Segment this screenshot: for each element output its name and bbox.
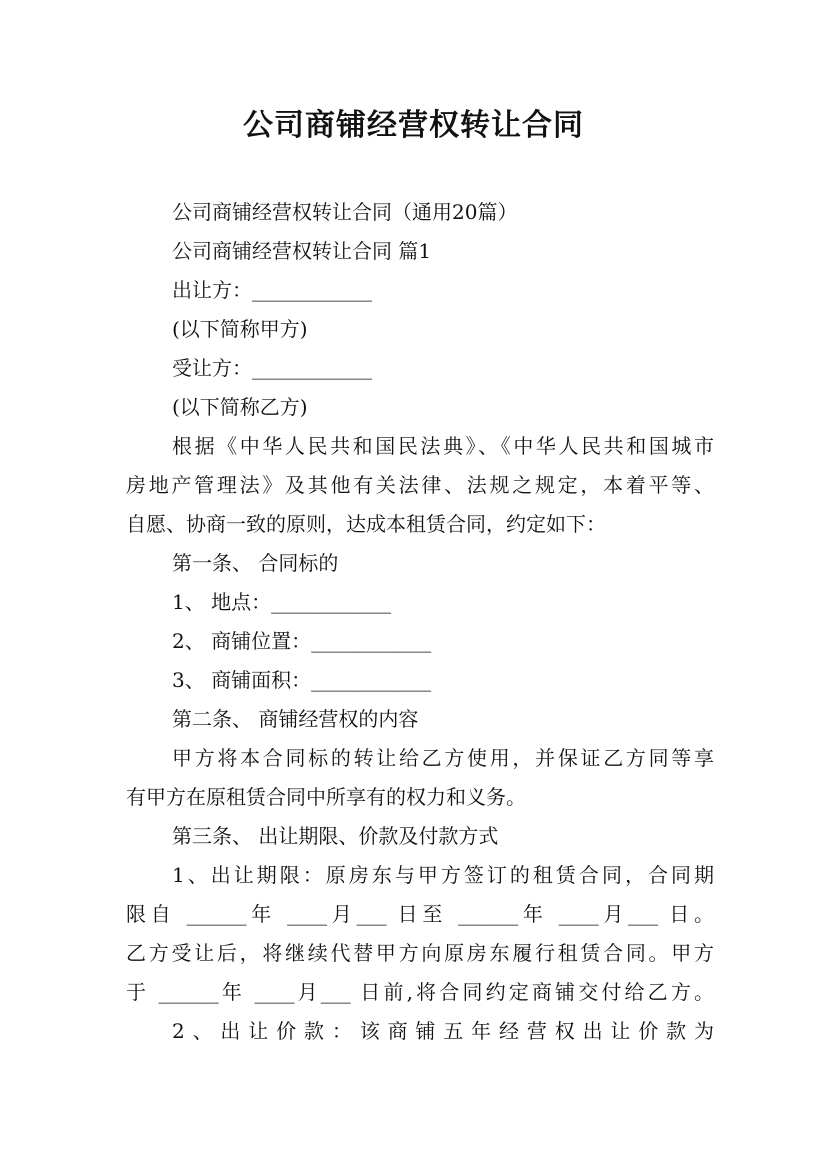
paragraph-line: 甲方将本合同标的转让给乙方使用，并保证乙方同等享 (172, 746, 714, 770)
clause-line: 3、 商铺面积：____________ (172, 668, 432, 692)
paragraph-line: 2、出让价款：该商铺五年经营权出让价款为 (172, 1019, 714, 1043)
transferor-line: 出让方：____________ (172, 278, 372, 302)
paragraph-line: 限自 ______年 ____月___ 日至 ______年 ____月___ 日。 (126, 902, 714, 926)
document-title: 公司商铺经营权转让合同 (243, 108, 584, 143)
party-a-note: (以下简称甲方) (172, 317, 308, 341)
clause-line: 1、 地点：____________ (172, 590, 392, 614)
paragraph-line: 于 ______年 ____月___ 日前,将合同约定商铺交付给乙方。 (126, 980, 714, 1004)
transferee-line: 受让方：____________ (172, 356, 372, 380)
paragraph-line: 房地产管理法》及其他有关法律、法规之规定，本着平等、 (126, 473, 714, 497)
article-heading: 第二条、 商铺经营权的内容 (172, 707, 419, 731)
article-heading: 第三条、 出让期限、价款及付款方式 (172, 824, 499, 848)
paragraph-line: 自愿、协商一致的原则，达成本租赁合同，约定如下： (126, 512, 606, 536)
subtitle-line: 公司商铺经营权转让合同（通用20篇） (172, 200, 518, 224)
paragraph-line: 乙方受让后，将继续代替甲方向原房东履行租赁合同。甲方 (126, 941, 714, 965)
paragraph-line: 有甲方在原租赁合同中所享有的权力和义务。 (126, 785, 526, 809)
party-b-note: (以下简称乙方) (172, 395, 308, 419)
paragraph-line: 根据《中华人民共和国民法典》、《中华人民共和国城市 (172, 434, 714, 458)
clause-line: 2、 商铺位置：____________ (172, 629, 432, 653)
paragraph-line: 1、出让期限：原房东与甲方签订的租赁合同，合同期 (172, 863, 714, 887)
article-heading: 第一条、 合同标的 (172, 551, 339, 575)
section-heading: 公司商铺经营权转让合同 篇1 (172, 239, 432, 263)
